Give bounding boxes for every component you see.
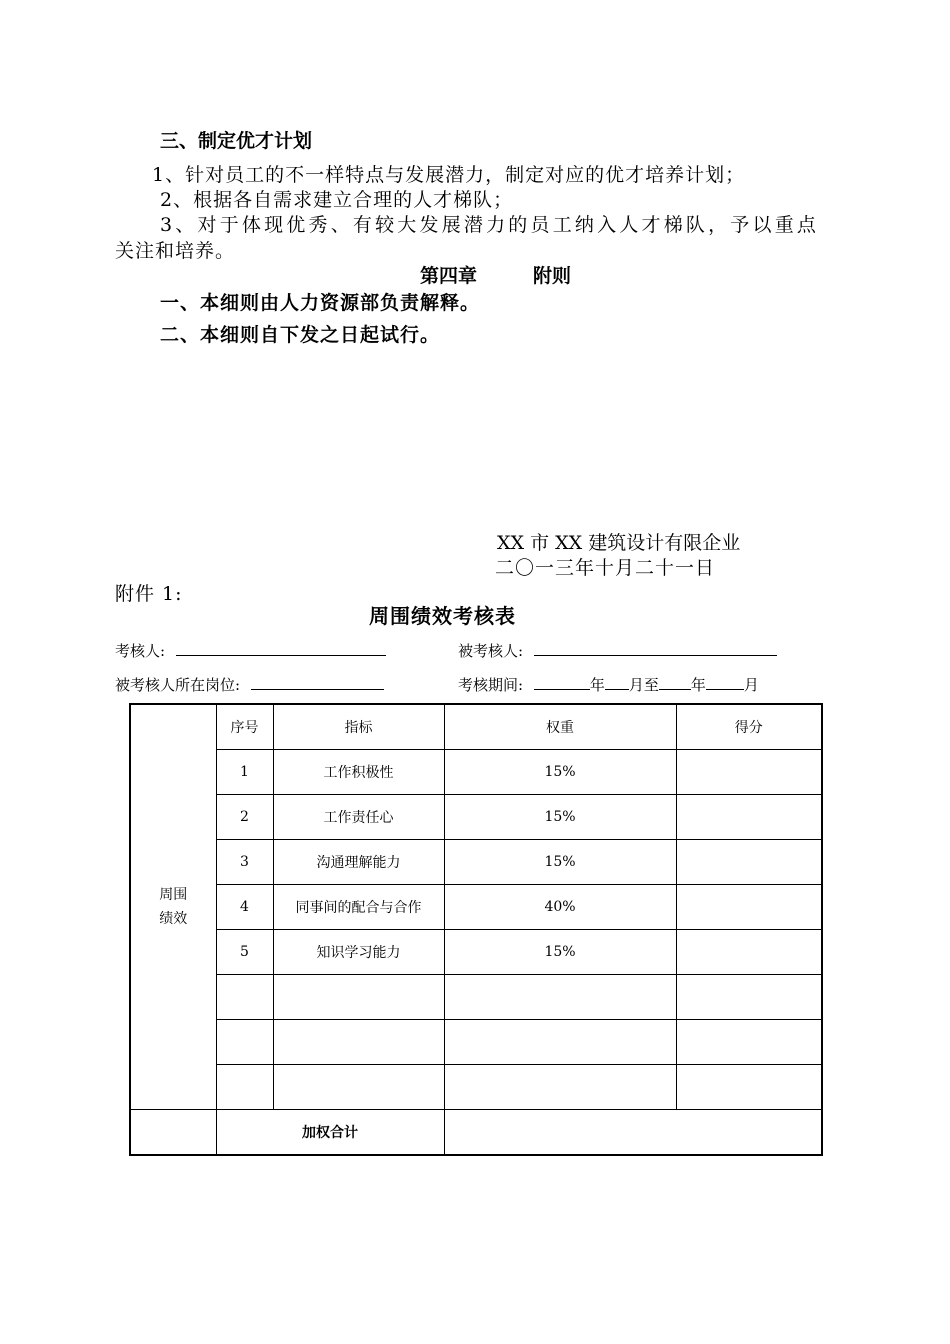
header-weight: 权重 <box>444 704 676 749</box>
row-weight: 40% <box>444 884 676 929</box>
row-no: 3 <box>216 839 273 884</box>
section3-item-3-cont: 关注和培养。 <box>115 240 236 262</box>
total-group-cell <box>130 1110 216 1155</box>
empty-cell[interactable] <box>216 1020 273 1065</box>
table-row <box>130 929 822 974</box>
form-title: 周围绩效考核表 <box>369 604 516 628</box>
section3-item-2: 2、根据各自需求建立合理的人才梯队； <box>160 189 514 211</box>
assessee-label: 被考核人: <box>458 642 524 660</box>
header-indicator: 指标 <box>273 704 444 749</box>
table-row <box>130 794 822 839</box>
chapter-title: 第四章 <box>420 265 478 287</box>
clause-1: 一、本细则由人力资源部负责解释。 <box>160 292 481 314</box>
empty-cell[interactable] <box>444 1065 676 1110</box>
section3-item-3: 3、对于体现优秀、有较大发展潜力的员工纳入人才梯队，予以重点 <box>160 214 820 236</box>
row-no: 1 <box>216 749 273 794</box>
row-weight: 15% <box>444 794 676 839</box>
period-year2-text: 年 <box>690 676 706 694</box>
assessee-blank[interactable] <box>534 639 777 656</box>
table-row <box>130 839 822 884</box>
row-no: 4 <box>216 884 273 929</box>
attachment-label: 附件 1: <box>115 583 183 605</box>
period-start-month-blank[interactable] <box>605 673 629 690</box>
row-score[interactable] <box>676 794 822 839</box>
table-row-empty <box>130 1020 822 1065</box>
empty-cell[interactable] <box>273 1020 444 1065</box>
row-weight: 15% <box>444 749 676 794</box>
position-field[interactable] <box>115 673 384 695</box>
period-month-text: 月至 <box>628 676 659 694</box>
header-score: 得分 <box>676 704 822 749</box>
table-header-row <box>130 704 822 749</box>
signature-date: 二〇一三年十月二十一日 <box>495 557 716 579</box>
empty-cell[interactable] <box>444 1020 676 1065</box>
group-label-cell <box>130 704 216 1110</box>
position-label: 被考核人所在岗位: <box>115 676 241 694</box>
row-indicator: 沟通理解能力 <box>273 839 444 884</box>
assessor-field[interactable] <box>115 639 386 661</box>
empty-cell[interactable] <box>676 975 822 1020</box>
clause-2: 二、本细则自下发之日起试行。 <box>160 324 441 346</box>
table-row <box>130 749 822 794</box>
period-label: 考核期间: <box>458 676 524 694</box>
row-indicator: 工作责任心 <box>273 794 444 839</box>
total-value[interactable] <box>444 1110 822 1155</box>
period-end-month-blank[interactable] <box>706 673 744 690</box>
group-label-line1: 周围 <box>159 887 188 904</box>
position-blank[interactable] <box>251 673 384 690</box>
assessee-field[interactable] <box>458 639 777 661</box>
row-no: 5 <box>216 929 273 974</box>
row-score[interactable] <box>676 839 822 884</box>
section3-item-1: 1、针对员工的不一样特点与发展潜力，制定对应的优才培养计划； <box>152 164 746 186</box>
row-score[interactable] <box>676 749 822 794</box>
empty-cell[interactable] <box>216 1065 273 1110</box>
table-row-empty <box>130 975 822 1020</box>
row-indicator: 同事间的配合与合作 <box>273 884 444 929</box>
header-no: 序号 <box>216 704 273 749</box>
row-weight: 15% <box>444 839 676 884</box>
row-score[interactable] <box>676 929 822 974</box>
chapter-subtitle: 附则 <box>533 265 572 287</box>
empty-cell[interactable] <box>216 975 273 1020</box>
total-label: 加权合计 <box>216 1110 444 1155</box>
period-year-text: 年 <box>589 676 605 694</box>
empty-cell[interactable] <box>444 975 676 1020</box>
section3-heading: 三、制定优才计划 <box>160 130 313 152</box>
assessor-label: 考核人: <box>115 642 166 660</box>
group-label-line2: 绩效 <box>159 911 188 928</box>
table-row-empty <box>130 1065 822 1110</box>
kpi-table <box>129 703 823 1156</box>
empty-cell[interactable] <box>676 1020 822 1065</box>
table-total-row <box>130 1110 822 1155</box>
empty-cell[interactable] <box>273 1065 444 1110</box>
row-no: 2 <box>216 794 273 839</box>
period-field[interactable] <box>458 673 759 695</box>
empty-cell[interactable] <box>676 1065 822 1110</box>
table-row <box>130 884 822 929</box>
period-end-year-blank[interactable] <box>659 673 691 690</box>
period-start-year-blank[interactable] <box>534 673 590 690</box>
row-indicator: 工作积极性 <box>273 749 444 794</box>
assessor-blank[interactable] <box>176 639 386 656</box>
period-month2-text: 月 <box>743 676 759 694</box>
row-score[interactable] <box>676 884 822 929</box>
empty-cell[interactable] <box>273 975 444 1020</box>
signature-company: XX 市 XX 建筑设计有限企业 <box>497 532 741 554</box>
row-indicator: 知识学习能力 <box>273 929 444 974</box>
row-weight: 15% <box>444 929 676 974</box>
